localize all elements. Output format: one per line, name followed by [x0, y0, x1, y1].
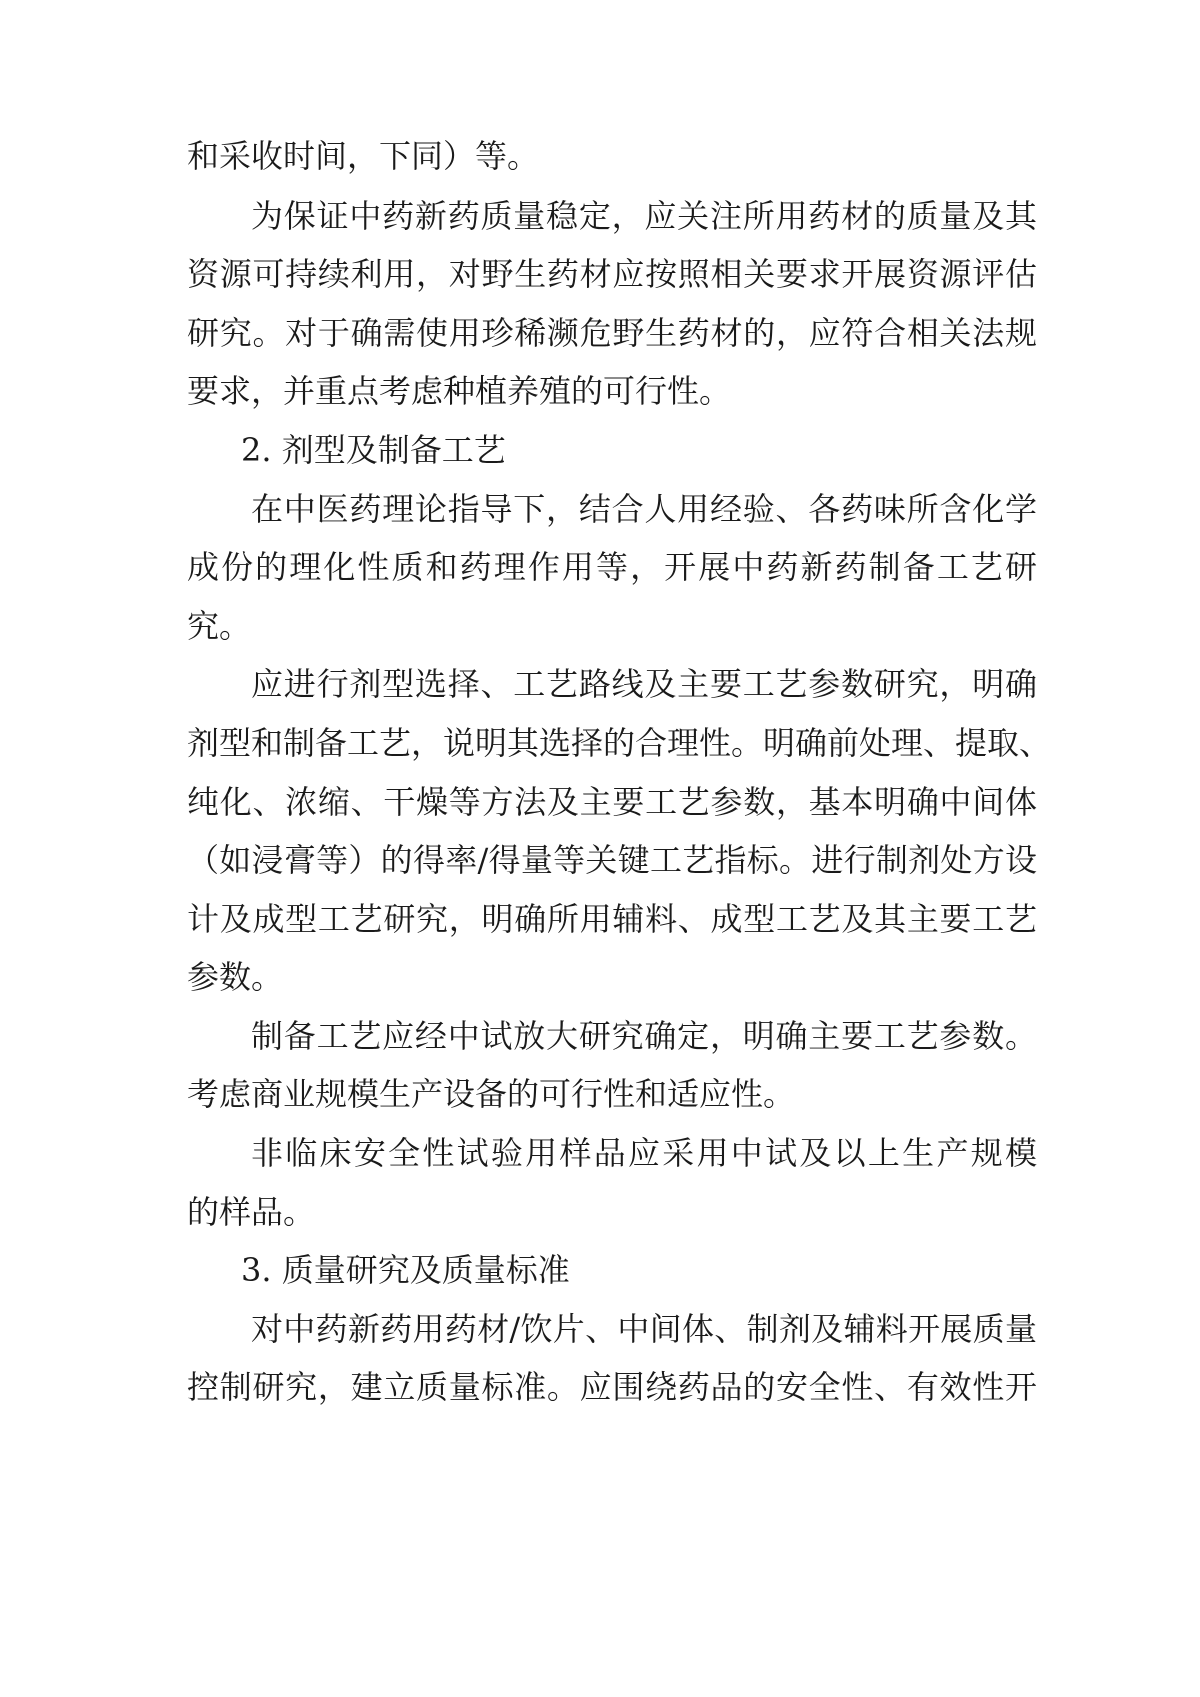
paragraph-line: 应进行剂型选择、工艺路线及主要工艺参数研究，明确	[251, 665, 1037, 703]
section-heading: 3. 质量研究及质量标准	[241, 1251, 570, 1289]
paragraph-line: 参数。	[187, 958, 284, 996]
paragraph-line: 剂型和制备工艺，说明其选择的合理性。明确前处理、提取、	[187, 724, 1052, 762]
paragraph-line: 为保证中药新药质量稳定，应关注所用药材的质量及其	[251, 197, 1037, 235]
paragraph-line: （如浸膏等）的得率/得量等关键工艺指标。进行制剂处方设	[187, 841, 1037, 879]
paragraph-line: 非临床安全性试验用样品应采用中试及以上生产规模	[251, 1134, 1037, 1172]
paragraph-line: 和采收时间，下同）等。	[187, 137, 540, 175]
paragraph-line: 对中药新药用药材/饮片、中间体、制剂及辅料开展质量	[251, 1310, 1037, 1348]
paragraph-line: 资源可持续利用，对野生药材应按照相关要求开展资源评估	[187, 255, 1037, 293]
paragraph-line: 的样品。	[187, 1193, 316, 1231]
paragraph-line: 制备工艺应经中试放大研究确定，明确主要工艺参数。	[251, 1017, 1037, 1055]
section-heading: 2. 剂型及制备工艺	[241, 431, 506, 469]
paragraph-line: 考虑商业规模生产设备的可行性和适应性。	[187, 1075, 796, 1113]
paragraph-line: 纯化、浓缩、干燥等方法及主要工艺参数，基本明确中间体	[187, 783, 1037, 821]
paragraph-line: 研究。对于确需使用珍稀濒危野生药材的，应符合相关法规	[187, 314, 1037, 352]
paragraph-line: 计及成型工艺研究，明确所用辅料、成型工艺及其主要工艺	[187, 900, 1037, 938]
paragraph-line: 成份的理化性质和药理作用等，开展中药新药制备工艺研	[187, 548, 1037, 586]
paragraph-line: 究。	[187, 607, 252, 645]
paragraph-line: 控制研究，建立质量标准。应围绕药品的安全性、有效性开	[187, 1368, 1037, 1406]
paragraph-line: 要求，并重点考虑种植养殖的可行性。	[187, 372, 732, 410]
paragraph-line: 在中医药理论指导下，结合人用经验、各药味所含化学	[251, 490, 1037, 528]
